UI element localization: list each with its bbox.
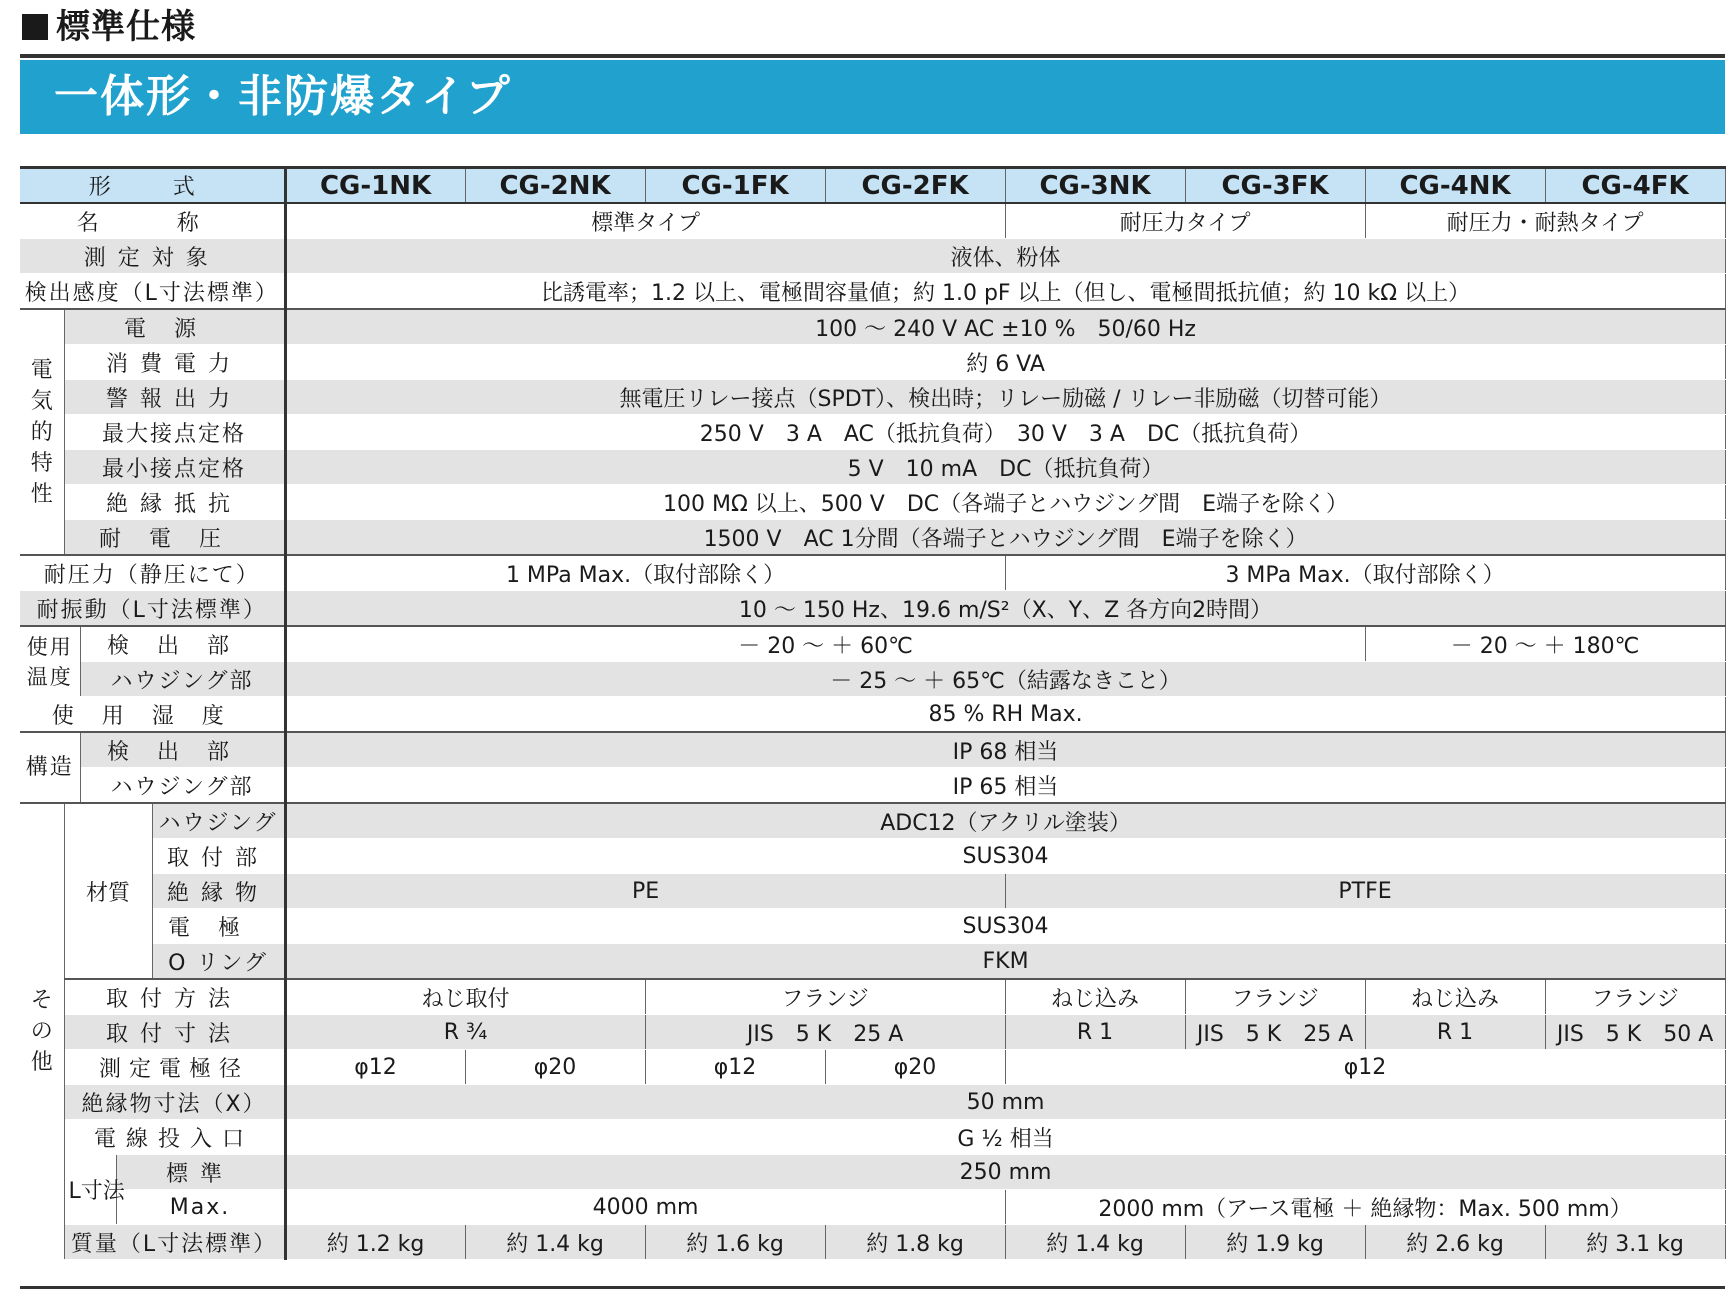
table-cell: φ20: [465, 1050, 645, 1085]
table-row: [20, 626, 1725, 662]
model-cell: CG-2FK: [825, 168, 1005, 204]
table-cell: 50 mm: [285, 1085, 1725, 1120]
table-cell: 約 3.1 kg: [1545, 1225, 1725, 1260]
table-cell: FKM: [285, 944, 1725, 980]
table-cell: 液体、粉体: [285, 239, 1725, 274]
table-cell: 約 1.6 kg: [645, 1225, 825, 1260]
table-cell: 1500 V AC 1分間（各端子とハウジング間 E端子を除く）: [285, 520, 1725, 556]
row-label: 取付方法: [64, 979, 285, 1015]
table-cell: 250 V 3 A AC（抵抗負荷） 30 V 3 A DC（抵抗負荷）: [285, 415, 1725, 450]
row-label: 電源: [64, 309, 285, 345]
table-cell: φ12: [285, 1050, 465, 1085]
row-label: 標準: [116, 1155, 285, 1190]
table-row: [20, 309, 1725, 345]
table-cell: 3 MPa Max.（取付部除く）: [1005, 555, 1725, 591]
table-cell: 標準タイプ: [285, 203, 1005, 239]
row-label: 電極: [152, 909, 285, 944]
table-row: [20, 450, 1725, 485]
table-cell: 100 ～ 240 V AC ±10 % 50/60 Hz: [285, 309, 1725, 345]
header-label: 形 式: [20, 168, 285, 204]
row-label: 検出部: [80, 626, 285, 662]
model-cell: CG-2NK: [465, 168, 645, 204]
table-cell: ねじ込み: [1365, 979, 1545, 1015]
table-cell: 250 mm: [285, 1155, 1725, 1190]
row-label: ハウジング: [152, 803, 285, 839]
model-cell: CG-4NK: [1365, 168, 1545, 204]
model-cell: CG-1FK: [645, 168, 825, 204]
table-row: [20, 274, 1725, 310]
table-cell: SUS304: [285, 909, 1725, 944]
table-cell: フランジ: [645, 979, 1005, 1015]
table-cell: 1 MPa Max.（取付部除く）: [285, 555, 1005, 591]
table-cell: IP 68 相当: [285, 732, 1725, 768]
model-cell: CG-1NK: [285, 168, 465, 204]
group-label: 使用温度: [20, 626, 80, 697]
group-label-text: 電気的特性: [30, 357, 53, 507]
table-row: [20, 1085, 1725, 1120]
table-cell: SUS304: [285, 839, 1725, 874]
table-row: [20, 1190, 1725, 1225]
group-label: 構造: [20, 732, 80, 803]
table-row: [20, 1155, 1725, 1190]
table-cell: － 20 ～ ＋ 60℃: [285, 626, 1365, 662]
table-row: [20, 415, 1725, 450]
table-cell: 約 6 VA: [285, 345, 1725, 380]
row-label: 消費電力: [64, 345, 285, 380]
table-cell: R ¾: [285, 1015, 645, 1050]
row-label: 電線投入口: [64, 1120, 285, 1155]
table-row: [20, 485, 1725, 520]
table-cell: 約 1.2 kg: [285, 1225, 465, 1260]
row-label: 耐振動（L寸法標準）: [20, 591, 285, 627]
row-label: ハウジング部: [80, 768, 285, 804]
table-cell: PTFE: [1005, 874, 1725, 909]
table-row: [20, 380, 1725, 415]
table-cell: 100 MΩ 以上、500 V DC（各端子とハウジング間 E端子を除く）: [285, 485, 1725, 520]
table-cell: 耐圧力・耐熱タイプ: [1365, 203, 1725, 239]
section-title: 標準仕様: [56, 7, 196, 47]
table-cell: 約 1.8 kg: [825, 1225, 1005, 1260]
model-cell: CG-3NK: [1005, 168, 1185, 204]
group-label: 材質: [64, 803, 152, 979]
table-cell: R 1: [1005, 1015, 1185, 1050]
table-cell: JIS 5 K 25 A: [645, 1015, 1005, 1050]
table-cell: JIS 5 K 25 A: [1185, 1015, 1365, 1050]
banner-title: 一体形・非防爆タイプ: [54, 71, 512, 122]
table-cell: 10 ～ 150 Hz、19.6 m/S²（X、Y、Z 各方向2時間）: [285, 591, 1725, 627]
table-cell: R 1: [1365, 1015, 1545, 1050]
table-row: [20, 1050, 1725, 1085]
row-label: 使用湿度: [20, 697, 285, 733]
model-cell: CG-3FK: [1185, 168, 1365, 204]
table-row: [20, 662, 1725, 697]
row-label: 絶縁物: [152, 874, 285, 909]
row-label: 測定対象: [20, 239, 285, 274]
section-heading: [22, 2, 196, 52]
row-label: O リング: [152, 944, 285, 980]
table-row: [20, 591, 1725, 627]
table-cell: 2000 mm（アース電極 ＋ 絶縁物：Max. 500 mm）: [1005, 1190, 1725, 1225]
row-label: 耐圧力（静圧にて）: [20, 555, 285, 591]
table-row: [20, 874, 1725, 909]
table-row: [20, 1225, 1725, 1260]
table-row: [20, 979, 1725, 1015]
table-cell: φ12: [1005, 1050, 1725, 1085]
group-label-text: その他: [30, 988, 53, 1075]
table-row: [20, 203, 1725, 239]
table-cell: フランジ: [1185, 979, 1365, 1015]
row-label: 警報出力: [64, 380, 285, 415]
table-cell: 比誘電率；1.2 以上、電極間容量値；約 1.0 pF 以上（但し、電極間抵抗値；約 10 kΩ 以上）: [285, 274, 1725, 310]
table-cell: φ20: [825, 1050, 1005, 1085]
table-cell: 耐圧力タイプ: [1005, 203, 1365, 239]
table-row: [20, 345, 1725, 380]
header-row: [20, 168, 1725, 204]
table-cell: 約 1.9 kg: [1185, 1225, 1365, 1260]
row-label: 絶縁抵抗: [64, 485, 285, 520]
table-cell: ADC12（アクリル塗装）: [285, 803, 1725, 839]
table-cell: 無電圧リレー接点（SPDT）、検出時；リレー励磁 / リレー非励磁（切替可能）: [285, 380, 1725, 415]
divider: [20, 54, 1725, 58]
group-label: [20, 803, 64, 1260]
table-row: [20, 1120, 1725, 1155]
table-cell: G ½ 相当: [285, 1120, 1725, 1155]
group-label: [20, 309, 64, 555]
table-cell: 85 % RH Max.: [285, 697, 1725, 733]
row-label: 取付部: [152, 839, 285, 874]
table-row: [20, 909, 1725, 944]
table-cell: ねじ取付: [285, 979, 645, 1015]
title-banner: [20, 60, 1725, 134]
table-cell: フランジ: [1545, 979, 1725, 1015]
table-row: [20, 520, 1725, 556]
table-row: [20, 944, 1725, 980]
row-label: 名 称: [20, 203, 285, 239]
table-row: [20, 239, 1725, 274]
table-cell: 4000 mm: [285, 1190, 1005, 1225]
table-cell: PE: [285, 874, 1005, 909]
table-cell: JIS 5 K 50 A: [1545, 1015, 1725, 1050]
table-row: [20, 555, 1725, 591]
row-label: 耐電圧: [64, 520, 285, 556]
table-row: [20, 839, 1725, 874]
table-row: [20, 768, 1725, 804]
table-row: [20, 1015, 1725, 1050]
square-bullet-icon: [22, 14, 48, 40]
row-label: 最大接点定格: [64, 415, 285, 450]
table-row: [20, 803, 1725, 839]
spec-table: [20, 166, 1726, 1260]
table-cell: IP 65 相当: [285, 768, 1725, 804]
table-cell: 5 V 10 mA DC（抵抗負荷）: [285, 450, 1725, 485]
table-cell: φ12: [645, 1050, 825, 1085]
row-label: 検出感度（L寸法標準）: [20, 274, 285, 310]
row-label: 絶縁物寸法（X）: [64, 1085, 285, 1120]
row-label: 最小接点定格: [64, 450, 285, 485]
model-cell: CG-4FK: [1545, 168, 1725, 204]
table-row: [20, 732, 1725, 768]
table-cell: ねじ込み: [1005, 979, 1185, 1015]
table-cell: 約 1.4 kg: [465, 1225, 645, 1260]
group-label: L寸法: [64, 1155, 116, 1225]
table-cell: － 25 ～ ＋ 65℃（結露なきこと）: [285, 662, 1725, 697]
row-label: Max.: [116, 1190, 285, 1225]
table-cell: 約 1.4 kg: [1005, 1225, 1185, 1260]
row-label: ハウジング部: [80, 662, 285, 697]
row-label: 取付寸法: [64, 1015, 285, 1050]
table-cell: 約 2.6 kg: [1365, 1225, 1545, 1260]
row-label: 測定電極径: [64, 1050, 285, 1085]
bottom-divider: [20, 1286, 1725, 1289]
table-cell: － 20 ～ ＋ 180℃: [1365, 626, 1725, 662]
row-label: 検出部: [80, 732, 285, 768]
table-row: [20, 697, 1725, 733]
row-label: 質量（L寸法標準）: [64, 1225, 285, 1260]
